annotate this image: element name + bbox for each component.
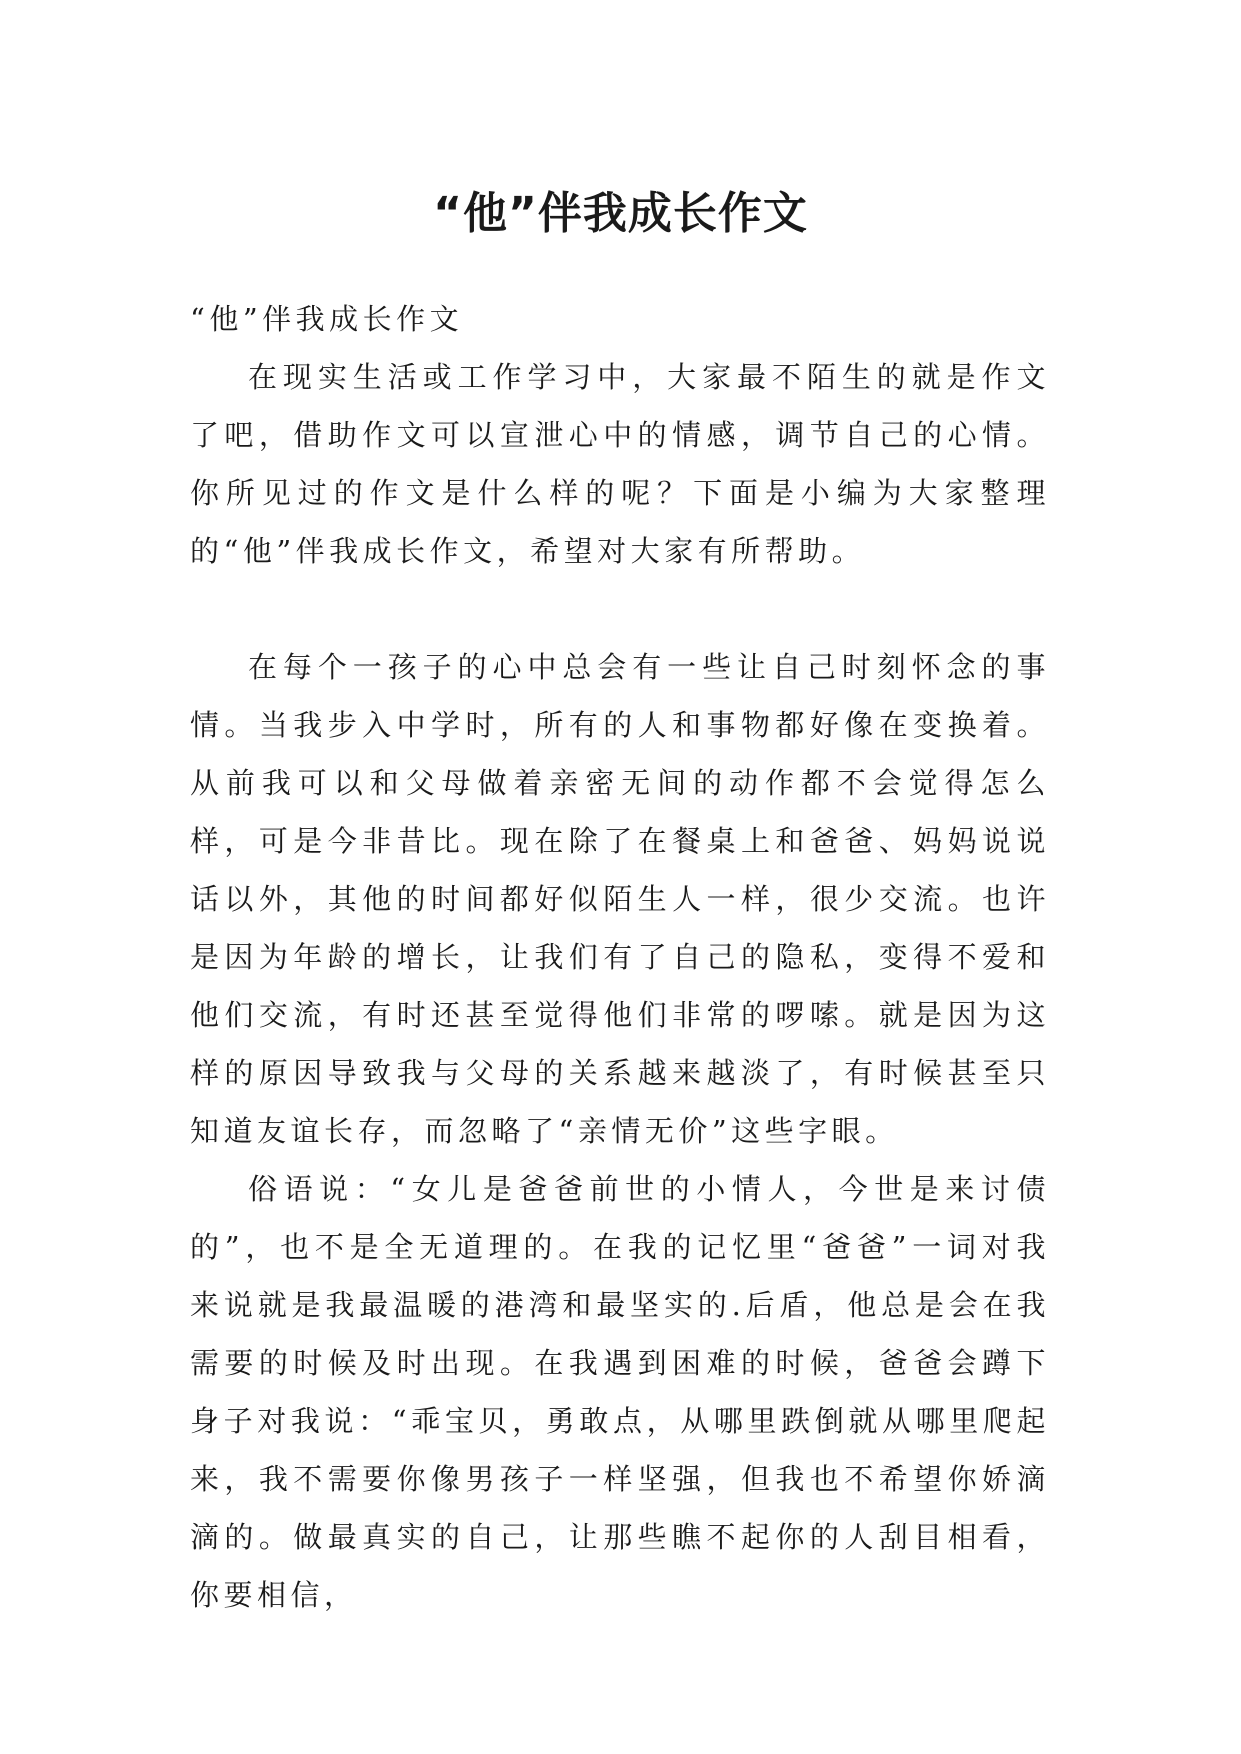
body-paragraph-1: 在每个一孩子的心中总会有一些让自己时刻怀念的事情。当我步入中学时，所有的人和事物都好像在变换着。从前我可以和父母做着亲密无间的动作都不会觉得怎么样，可是今非昔比。现在除了在餐桌上和爸爸、妈妈说说话以外，其他的时间都好似陌生人一样，很少交流。也许是因为年龄的增长，让我们有了自己的隐私，变得不爱和他们交流，有时还甚至觉得他们非常的啰嗦。就是因为这样的原因导致我与父母的关系越来越淡了，有时候甚至只知道友谊长存，而忽略了“亲情无价”这些字眼。	[190, 650, 1050, 1148]
paragraph-spacer	[190, 580, 1050, 638]
document-subtitle: “他”伴我成长作文	[190, 302, 464, 336]
page-title: “他”伴我成长作文	[433, 188, 808, 240]
intro-paragraph: 在现实生活或工作学习中，大家最不陌生的就是作文了吧，借助作文可以宣泄心中的情感，调节自己的心情。你所见过的作文是什么样的呢？下面是小编为大家整理的“他”伴我成长作文，希望对大家有所帮助。	[190, 360, 1050, 568]
document-body	[190, 290, 1050, 1624]
body-paragraph-2: 俗语说：“女儿是爸爸前世的小情人，今世是来讨债的”，也不是全无道理的。在我的记忆里“爸爸”一词对我来说就是我最温暖的港湾和最坚实的.后盾，他总是会在我需要的时候及时出现。在我遇到困难的时候，爸爸会蹲下身子对我说：“乖宝贝，勇敢点，从哪里跌倒就从哪里爬起来，我不需要你像男孩子一样坚强，但我也不希望你娇滴滴的。做最真实的自己，让那些瞧不起你的人刮目相看，你要相信，	[190, 1172, 1050, 1612]
